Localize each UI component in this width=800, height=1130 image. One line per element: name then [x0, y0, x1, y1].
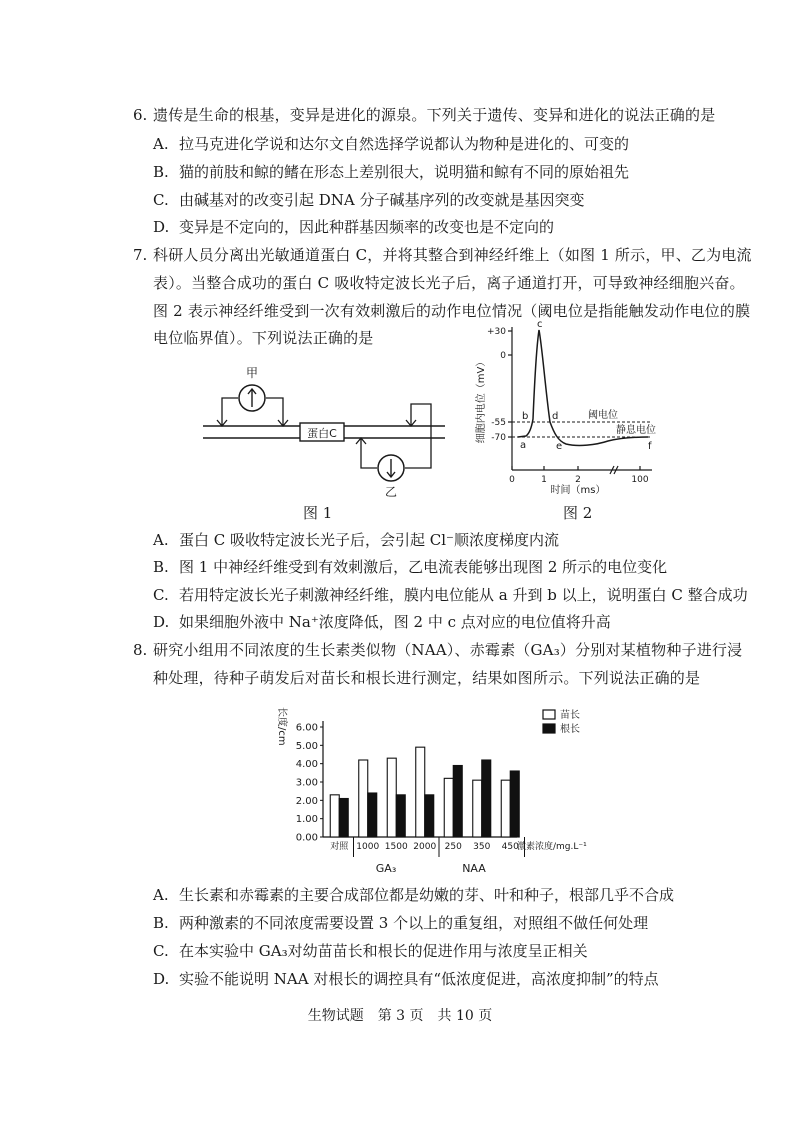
q6-option-d[interactable] [153, 216, 554, 238]
bar-seedling [359, 760, 368, 837]
option-text: 变异是不定向的，因此种群基因频率的改变也是不定向的 [179, 218, 555, 236]
page-footer: 生物试题 第 3 页 共 10 页 [307, 1008, 493, 1024]
fig2-y-tick-label: 0 [500, 351, 506, 361]
fig2-x-tick-label: 0 [509, 475, 515, 485]
bar-seedling [330, 795, 339, 837]
q6-number: 6. [133, 106, 148, 124]
option-text: 蛋白 C 吸收特定波长光子后，会引起 Cl⁻顺浓度梯度内流 [179, 531, 559, 549]
point-f-label: f [648, 441, 652, 452]
legend-label-seedling: 苗长 [560, 710, 580, 721]
q7-stem-line-1: 科研人员分离出光敏通道蛋白 C，并将其整合到神经纤维上（如图 1 所示，甲、乙为电流 [153, 246, 752, 264]
option-label: D. [153, 218, 170, 236]
legend-swatch-seedling [543, 710, 555, 719]
option-label: B. [153, 163, 169, 181]
point-c-label: c [537, 319, 543, 330]
bar-root [368, 793, 377, 837]
bar-seedling [444, 778, 453, 837]
q7-option-d[interactable] [153, 611, 611, 633]
option-text: 如果细胞外液中 Na⁺浓度降低，图 2 中 c 点对应的电位值将升高 [179, 613, 611, 631]
chart-x-axis-label: 激素浓度/mg.L⁻¹ [517, 842, 587, 852]
chart-y-tick-label: 1.00 [295, 814, 318, 826]
point-e-label: e [556, 441, 563, 452]
option-text: 拉马克进化学说和达尔文自然选择学说都认为物种是进化的、可变的 [179, 135, 630, 153]
option-label: C. [153, 942, 169, 960]
chart-y-tick-label: 4.00 [295, 759, 318, 771]
bar-root [425, 795, 434, 837]
bar-root [482, 760, 491, 837]
figure-1-caption: 图 1 [303, 504, 333, 522]
q7-option-a[interactable] [153, 529, 559, 551]
meter-yi-label: 乙 [384, 485, 398, 499]
chart-category-label: 1000 [356, 842, 380, 852]
option-label: C. [153, 191, 169, 209]
option-text: 由碱基对的改变引起 DNA 分子碱基序列的改变就是基因突变 [179, 191, 585, 209]
chart-y-tick-label: 0.00 [295, 832, 318, 844]
figure-2-caption: 图 2 [563, 504, 593, 522]
bar-seedling [473, 780, 482, 837]
bar-seedling [416, 747, 425, 837]
q6-option-a[interactable] [153, 133, 629, 155]
q6-option-b[interactable] [153, 161, 629, 183]
threshold-label: 阈电位 [588, 410, 618, 421]
chart-y-tick-label: 3.00 [295, 777, 318, 789]
chart-category-label: 250 [444, 842, 462, 852]
chart-category-label: 对照 [330, 842, 349, 852]
q7-stem-line-4: 电位临界值）。下列说法正确的是 [153, 329, 374, 347]
chart-y-tick-label: 2.00 [295, 795, 318, 807]
chart-y-tick-label: 5.00 [295, 740, 318, 752]
bar-root [396, 795, 405, 837]
option-label: A. [153, 886, 169, 904]
option-text: 两种激素的不同浓度需要设置 3 个以上的重复组，对照组不做任何处理 [179, 914, 649, 932]
q6-option-c[interactable] [153, 189, 585, 211]
chart-category-label: 2000 [413, 842, 437, 852]
option-label: B. [153, 558, 169, 576]
q7-option-b[interactable] [153, 556, 667, 578]
option-label: D. [153, 970, 170, 988]
option-text: 实验不能说明 NAA 对根长的调控具有“低浓度促进，高浓度抑制”的特点 [179, 970, 659, 988]
q8-number: 8. [133, 641, 148, 659]
q7-number: 7. [133, 246, 148, 264]
point-b-label: b [522, 411, 529, 422]
fig2-y-tick-label: +30 [487, 327, 506, 337]
option-label: D. [153, 613, 170, 631]
chart-category-label: 350 [473, 842, 491, 852]
growth-bar-chart [255, 695, 600, 880]
chart-category-label: 450 [501, 842, 519, 852]
fig2-x-tick-label: 100 [631, 475, 649, 485]
q8-option-c[interactable] [153, 940, 588, 962]
option-label: A. [153, 135, 169, 153]
bar-root [453, 766, 462, 838]
figure-1-diagram [195, 360, 450, 500]
point-d-label: d [552, 411, 559, 422]
q8-option-a[interactable] [153, 884, 674, 906]
option-text: 猫的前肢和鲸的鳍在形态上差别很大，说明猫和鲸有不同的原始祖先 [179, 163, 630, 181]
q8-option-d[interactable] [153, 968, 659, 990]
fig2-x-axis-label: 时间（ms） [550, 485, 606, 495]
fig2-y-tick-label: -55 [491, 418, 506, 428]
option-label: A. [153, 531, 169, 549]
fig2-y-axis-label: 细胞内电位（mV） [476, 356, 487, 444]
chart-y-tick-label: 6.00 [295, 722, 318, 734]
q7-option-c[interactable] [153, 584, 748, 606]
q7-stem-line-2: 表）。当整合成功的蛋白 C 吸收特定波长光子后，离子通道打开，可导致神经细胞兴奋。 [153, 274, 745, 292]
option-label: B. [153, 914, 169, 932]
q7-stem-line-3: 图 2 表示神经纤维受到一次有效刺激后的动作电位情况（阈电位是指能触发动作电位的膜 [153, 302, 751, 320]
meter-jia-label: 甲 [245, 366, 259, 380]
bar-root [510, 771, 519, 837]
bar-seedling [387, 758, 396, 837]
option-text: 图 1 中神经纤维受到有效刺激后，乙电流表能够出现图 2 所示的电位变化 [179, 558, 668, 576]
point-a-label: a [520, 440, 527, 451]
protein-c-label: 蛋白C [307, 427, 337, 440]
q6-stem: 遗传是生命的根基，变异是进化的源泉。下列关于遗传、变异和进化的说法正确的是 [153, 106, 716, 124]
option-label: C. [153, 586, 169, 604]
fig2-x-tick-label: 2 [575, 475, 581, 485]
q8-option-b[interactable] [153, 912, 648, 934]
chart-category-label: 1500 [384, 842, 408, 852]
q8-stem-line-2: 种处理，待种子萌发后对苗长和根长进行测定，结果如图所示。下列说法正确的是 [153, 669, 701, 687]
group-label-naa: NAA [462, 862, 486, 875]
option-text: 若用特定波长光子刺激神经纤维，膜内电位能从 a 升到 b 以上，说明蛋白 C 整合成功 [179, 586, 748, 604]
option-text: 生长素和赤霉素的主要合成部位都是幼嫩的芽、叶和种子，根部几乎不合成 [179, 886, 675, 904]
resting-label: 静息电位 [616, 425, 656, 436]
q8-stem-line-1: 研究小组用不同浓度的生长素类似物（NAA）、赤霉素（GA₃）分别对某植物种子进行浸 [153, 641, 743, 659]
legend-label-root: 根长 [560, 724, 580, 735]
group-label-ga3: GA₃ [375, 862, 397, 875]
bar-root [339, 799, 348, 838]
chart-y-axis-label: 长度/cm [276, 707, 287, 746]
fig2-y-tick-label: -70 [491, 433, 506, 443]
figure-2-action-potential [470, 315, 670, 495]
legend-swatch-root [543, 724, 555, 733]
bar-seedling [501, 780, 510, 837]
fig2-x-tick-label: 1 [541, 475, 547, 485]
option-text: 在本实验中 GA₃对幼苗苗长和根长的促进作用与浓度呈正相关 [179, 942, 588, 960]
